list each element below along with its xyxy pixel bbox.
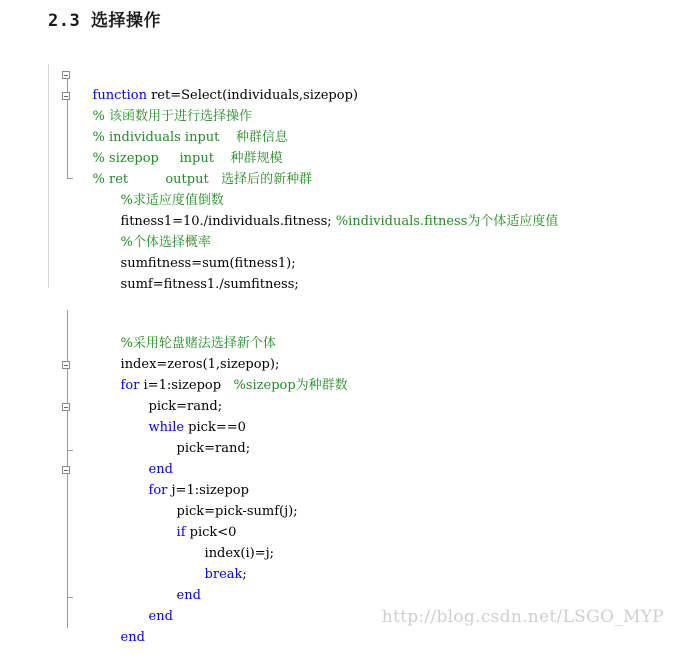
fold-collapse-icon[interactable] — [62, 361, 70, 369]
code-line: end — [176, 588, 201, 603]
code-line: pick=rand; — [176, 441, 251, 456]
watermark: http://blog.csdn.net/LSGO_MYP — [381, 607, 664, 627]
code-comment-line: %求适应度值倒数 — [120, 193, 224, 208]
code-comment-line: %采用轮盘赌法选择新个体 — [120, 336, 276, 351]
code-line: index(i)=j; — [204, 546, 275, 561]
section-heading: 2.3 选择操作 — [48, 11, 161, 31]
code-line: pick=pick-sumf(j); — [176, 504, 298, 519]
code-comment-line: % 该函数用于进行选择操作 — [92, 109, 253, 124]
code-line: sumf=fitness1./sumfitness; — [120, 277, 299, 292]
gutter-border — [48, 64, 49, 288]
code-line: sumfitness=sum(fitness1); — [120, 256, 296, 271]
code-line: index=zeros(1,sizepop); — [120, 357, 280, 372]
code-line: break; — [204, 567, 247, 582]
code-line: while pick==0 — [148, 420, 246, 435]
code-block-function-header — [48, 64, 648, 292]
code-line: end — [148, 462, 173, 477]
code-block-roulette — [48, 310, 648, 645]
fold-end-tick — [67, 450, 73, 451]
fold-collapse-icon[interactable] — [62, 92, 70, 100]
code-line: if pick<0 — [176, 525, 237, 540]
code-comment-line: % ret output 选择后的新种群 — [92, 172, 313, 187]
fold-end-tick — [67, 178, 73, 179]
code-line: end — [120, 630, 145, 645]
code-comment-line: % sizepop input 种群规模 — [92, 151, 283, 166]
fold-collapse-icon[interactable] — [62, 71, 70, 79]
code-line: function ret=Select(individuals,sizepop) — [92, 88, 358, 103]
fold-end-tick — [67, 597, 73, 598]
code-line: for i=1:sizepop %sizepop为种群数 — [120, 378, 348, 393]
code-comment-line: %个体选择概率 — [120, 235, 211, 250]
code-comment-line: % individuals input 种群信息 — [92, 130, 288, 145]
code-line: pick=rand; — [148, 399, 223, 414]
fold-collapse-icon[interactable] — [62, 466, 70, 474]
code-line: for j=1:sizepop — [148, 483, 249, 498]
code-line: end — [148, 609, 173, 624]
code-line: fitness1=10./individuals.fitness; %individuals.fitness为个体适应度值 — [120, 214, 559, 229]
fold-collapse-icon[interactable] — [62, 403, 70, 411]
